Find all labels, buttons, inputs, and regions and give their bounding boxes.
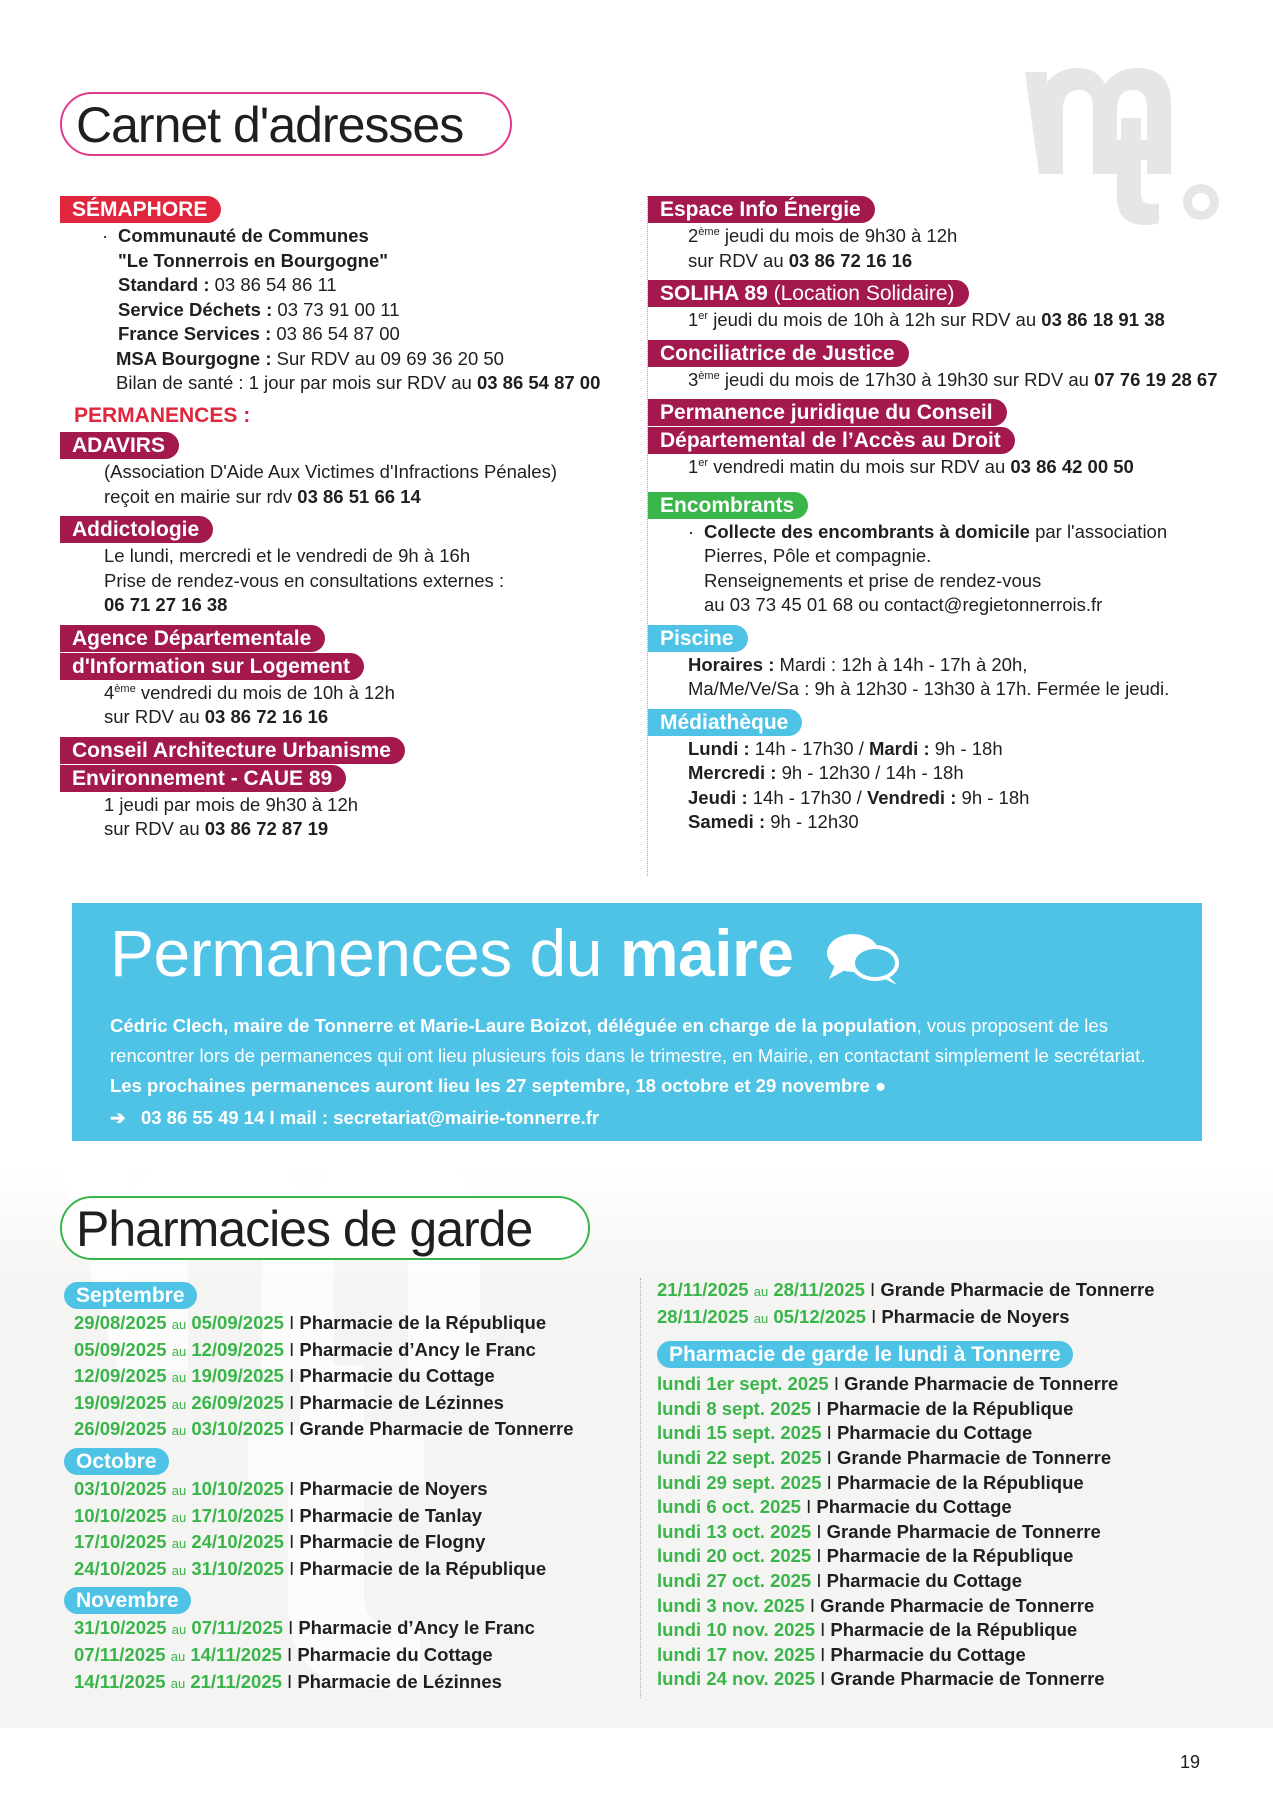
pharmacy-name: Pharmacie de Lézinnes [299, 1391, 504, 1413]
carnet-title [60, 92, 512, 156]
org-line1: Communauté de Communes [118, 225, 369, 246]
juridique-tag-line2: Départemental de l’Accès au Droit [648, 427, 1015, 454]
date-from: 10/10/2025 [74, 1504, 167, 1526]
month-rows [60, 1311, 640, 1444]
lundi-row [657, 1618, 1260, 1643]
lundi-date: lundi 13 oct. 2025 [657, 1520, 812, 1542]
energie-phone: 03 86 72 16 16 [788, 249, 913, 271]
separator: I [826, 1446, 832, 1468]
pharmacy-name: Pharmacie de Tanlay [299, 1504, 483, 1526]
carnet-left-column [60, 196, 640, 849]
separator: I [289, 1312, 295, 1333]
semaphore-tag: SÉMAPHORE [60, 196, 221, 223]
date-to: 07/11/2025 [191, 1617, 283, 1639]
date-to: 19/09/2025 [191, 1365, 284, 1387]
maire-end-dot: ● [874, 1075, 887, 1096]
month-novembre [60, 1585, 640, 1696]
lundi-row [657, 1544, 1260, 1569]
caue-line2: sur RDV au [104, 818, 200, 839]
lundi-row [657, 1594, 1260, 1619]
date-from: 21/11/2025 [657, 1279, 749, 1300]
vendredi-label: Vendredi : [866, 786, 957, 808]
date-to: 28/11/2025 [773, 1279, 865, 1300]
lundi-row [657, 1421, 1260, 1446]
au-word: au [753, 1310, 769, 1326]
page-number: 19 [1180, 1752, 1201, 1772]
energie-line2: sur RDV au [688, 249, 784, 271]
lundi-label: Lundi : [688, 737, 750, 759]
month-label: Septembre [64, 1282, 197, 1309]
date-to: 14/11/2025 [190, 1643, 282, 1665]
mercredi-label: Mercredi : [688, 762, 777, 783]
mediatheque-tag: Médiathèque [648, 709, 802, 736]
encombrants-bold: Collecte des encombrants à domicile [704, 520, 1030, 542]
date-to: 17/10/2025 [191, 1504, 284, 1526]
energie-sup: ème [698, 225, 720, 238]
au-word: au [171, 1482, 187, 1498]
energie-block [648, 196, 1257, 273]
separator: I [826, 1471, 832, 1493]
adil-block [60, 625, 640, 730]
adavirs-phone: 03 86 51 66 14 [297, 485, 421, 507]
pharmacy-name: Grande Pharmacie de Tonnerre [830, 1668, 1105, 1690]
separator: I [288, 1617, 294, 1639]
date-to: 12/09/2025 [191, 1338, 284, 1360]
month-septembre [60, 1280, 640, 1444]
encombrants-tag: Encombrants [648, 492, 808, 519]
pharmacy-row [60, 1364, 640, 1391]
lundi-row [657, 1446, 1260, 1471]
pharmacy-name: Pharmacie du Cottage [830, 1643, 1026, 1665]
separator: I [289, 1557, 295, 1579]
carnet-title-text: Carnet d'adresses [76, 97, 464, 153]
lundi-value: 14h - 17h30 / [754, 737, 864, 759]
jeudi-value: 14h - 17h30 / [752, 786, 862, 808]
pharmacy-row [657, 1305, 1260, 1332]
pharmacy-name: Pharmacie de la République [826, 1397, 1074, 1419]
separator: I [820, 1668, 826, 1690]
pharmacy-name: Pharmacie de Noyers [299, 1477, 488, 1499]
piscine-line2: Ma/Me/Ve/Sa : 9h à 12h30 - 13h30 à 17h. Fermée le jeudi. [688, 678, 1170, 699]
pharmacies-title [60, 1196, 590, 1260]
au-word: au [171, 1622, 187, 1638]
bullet: · [688, 520, 695, 542]
caue-tag-line2: Environnement - CAUE 89 [60, 765, 346, 792]
maire-text: , vous proposent de les rencontrer lors de permanences qui ont lieu plusieurs fois dans le trimestre, en Mairie, en contactant simplement le secrétariat. [110, 1015, 1146, 1066]
encombrants-block [648, 492, 1257, 618]
date-from: 03/10/2025 [74, 1477, 167, 1499]
separator: I [816, 1520, 822, 1542]
encombrants-line4: au 03 73 45 01 68 ou contact@regietonnerrois.fr [704, 594, 1103, 615]
separator: I [870, 1279, 876, 1300]
au-word: au [171, 1396, 187, 1412]
date-to: 21/11/2025 [190, 1670, 282, 1692]
maire-banner [72, 903, 1202, 1141]
france-services-value: 03 86 54 87 00 [276, 323, 400, 344]
pharmacy-row [60, 1477, 640, 1504]
lundi-row [657, 1495, 1260, 1520]
pharmacy-name: Pharmacie de la République [836, 1471, 1084, 1493]
maire-title-bold: maire [619, 916, 794, 990]
month-octobre [60, 1446, 640, 1583]
au-word: au [171, 1370, 187, 1386]
pharmacy-name: Pharmacie de Flogny [299, 1531, 486, 1553]
lundi-date: lundi 20 oct. 2025 [657, 1545, 812, 1567]
pharmacy-name: Pharmacie du Cottage [826, 1569, 1022, 1591]
pharmacy-name: Grande Pharmacie de Tonnerre [820, 1594, 1095, 1616]
separator: I [820, 1643, 826, 1665]
separator: I [289, 1418, 295, 1440]
lundi-heading: Pharmacie de garde le lundi à Tonnerre [657, 1341, 1073, 1368]
date-to: 26/09/2025 [191, 1391, 284, 1413]
msa-value: Sur RDV au 09 69 36 20 50 [276, 347, 504, 369]
adil-num: 4 [104, 681, 115, 703]
separator: I [289, 1338, 295, 1360]
lundi-date: lundi 27 oct. 2025 [657, 1569, 812, 1591]
lundi-date: lundi 17 nov. 2025 [657, 1643, 815, 1665]
maire-title-light: Permanences du [110, 916, 602, 990]
chat-bubbles-icon [825, 931, 901, 987]
date-from: 05/09/2025 [74, 1338, 167, 1360]
lundi-date: lundi 29 sept. 2025 [657, 1471, 822, 1493]
pharmacy-name: Pharmacie de la République [299, 1557, 547, 1579]
separator: I [289, 1504, 295, 1526]
samedi-label: Samedi : [688, 811, 766, 832]
date-to: 10/10/2025 [191, 1477, 284, 1499]
adil-tag-line1: Agence Départementale [60, 625, 325, 652]
concil-phone: 07 76 19 28 67 [1094, 368, 1218, 390]
standard-label: Standard : [118, 274, 210, 295]
addictologie-block [60, 516, 640, 618]
separator: I [289, 1531, 295, 1553]
concil-sup: ème [698, 369, 720, 382]
soliha-phone: 03 86 18 91 38 [1041, 309, 1165, 330]
adavirs-line1: (Association D'Aide Aux Victimes d'Infractions Pénales) [104, 461, 557, 482]
standard-value: 03 86 54 86 11 [214, 274, 337, 295]
dechets-label: Service Déchets : [118, 298, 273, 320]
separator: I [833, 1373, 839, 1395]
pharmacy-name: Pharmacie du Cottage [816, 1496, 1012, 1518]
lundi-date: lundi 24 nov. 2025 [657, 1668, 815, 1690]
conciliatrice-block [648, 340, 1257, 393]
lundi-date: lundi 22 sept. 2025 [657, 1446, 822, 1468]
juridique-phone: 03 86 42 00 50 [1010, 456, 1134, 477]
date-from: 19/09/2025 [74, 1391, 167, 1413]
date-from: 12/09/2025 [74, 1365, 167, 1387]
encombrants-line1-rest: par l'association [1035, 520, 1168, 542]
maire-description [110, 1011, 1164, 1101]
month-rows [60, 1477, 640, 1583]
separator: I [816, 1545, 822, 1567]
addicto-phone: 06 71 27 16 38 [104, 594, 228, 615]
mercredi-value: 9h - 12h30 / 14h - 18h [781, 762, 964, 783]
adil-line1: vendredi du mois de 10h à 12h [140, 681, 395, 703]
juridique-num: 1 [688, 456, 699, 477]
juridique-sup: er [698, 456, 709, 469]
continued-rows [657, 1278, 1260, 1331]
lundi-date: lundi 1er sept. 2025 [657, 1373, 829, 1395]
maire-dates: Les prochaines permanences auront lieu les 27 septembre, 18 octobre et 29 novembre [110, 1075, 870, 1096]
encombrants-line3: Renseignements et prise de rendez-vous [704, 569, 1042, 591]
lundi-row [657, 1372, 1260, 1397]
au-word: au [171, 1343, 187, 1359]
soliha-line1: jeudi du mois de 10h à 12h sur RDV au [713, 309, 1037, 330]
caue-tag-line1: Conseil Architecture Urbanisme [60, 737, 405, 764]
separator: I [809, 1594, 815, 1616]
separator: I [287, 1643, 293, 1665]
separator: I [806, 1496, 812, 1518]
date-from: 24/10/2025 [74, 1557, 167, 1579]
arrow-icon: ➔ [110, 1107, 126, 1128]
separator: I [289, 1477, 295, 1499]
adavirs-tag: ADAVIRS [60, 432, 179, 459]
addictologie-tag: Addictologie [60, 516, 213, 543]
pharmacies-title-text: Pharmacies de garde [76, 1201, 533, 1257]
pharmacy-name: Pharmacie du Cottage [297, 1643, 493, 1665]
pharmacy-name: Grande Pharmacie de Tonnerre [880, 1279, 1155, 1300]
samedi-value: 9h - 12h30 [770, 811, 859, 832]
pharmacy-name: Pharmacie de la République [299, 1312, 547, 1333]
carnet-right-column [647, 196, 1257, 876]
piscine-block [648, 625, 1257, 702]
lundi-row [657, 1569, 1260, 1594]
maire-contact [110, 1107, 1164, 1129]
adavirs-line2: reçoit en mairie sur rdv [104, 485, 293, 507]
addicto-line2: Prise de rendez-vous en consultations externes : [104, 569, 505, 591]
dechets-value: 03 73 91 00 11 [277, 298, 400, 320]
caue-line1: 1 jeudi par mois de 9h30 à 12h [104, 793, 359, 815]
piscine-horaires-label: Horaires : [688, 653, 775, 675]
adil-tag-line2: d'Information sur Logement [60, 653, 364, 680]
soliha-num: 1 [688, 309, 699, 330]
mardi-value: 9h - 18h [934, 737, 1003, 759]
caue-phone: 03 86 72 87 19 [204, 818, 329, 839]
bullet: · [102, 225, 109, 246]
au-word: au [170, 1675, 186, 1691]
date-to: 24/10/2025 [191, 1531, 284, 1553]
soliha-tag-bold: SOLIHA 89 [660, 282, 768, 305]
month-label: Novembre [64, 1587, 191, 1614]
org-line2: "Le Tonnerrois en Bourgogne" [118, 249, 389, 271]
semaphore-block [60, 196, 640, 396]
pharmacy-name: Pharmacie du Cottage [836, 1422, 1033, 1444]
date-from: 17/10/2025 [74, 1531, 167, 1553]
pharmacy-name: Pharmacie d’Ancy le Franc [299, 1338, 536, 1360]
maire-title [110, 913, 1164, 993]
pharmacy-name: Pharmacie de la République [830, 1619, 1078, 1641]
soliha-block [648, 280, 1257, 333]
date-to: 31/10/2025 [191, 1557, 284, 1579]
concil-line1: jeudi du mois de 17h30 à 19h30 sur RDV au [724, 368, 1089, 390]
mardi-label: Mardi : [868, 737, 930, 759]
pharmacy-name: Grande Pharmacie de Tonnerre [844, 1373, 1119, 1395]
pharmacy-row [657, 1278, 1260, 1305]
au-word: au [171, 1562, 187, 1578]
pharmacy-name: Grande Pharmacie de Tonnerre [299, 1418, 574, 1440]
bilan-text: Bilan de santé : 1 jour par mois sur RDV au [116, 372, 472, 393]
adil-line2: sur RDV au [104, 706, 200, 727]
date-from: 14/11/2025 [74, 1670, 166, 1692]
pharmacy-row [60, 1417, 640, 1444]
au-word: au [171, 1536, 187, 1552]
vendredi-value: 9h - 18h [961, 786, 1030, 808]
au-word: au [171, 1317, 187, 1332]
lundi-row [657, 1397, 1260, 1422]
mediatheque-block [648, 709, 1257, 835]
pharmacy-name: Pharmacie de Noyers [881, 1305, 1070, 1327]
pharmacy-name: Pharmacie d’Ancy le Franc [298, 1617, 535, 1639]
separator: I [826, 1422, 832, 1444]
date-from: 26/09/2025 [74, 1418, 167, 1440]
lundi-date: lundi 6 oct. 2025 [657, 1496, 801, 1518]
date-from: 28/11/2025 [657, 1305, 749, 1327]
month-rows [60, 1616, 640, 1696]
soliha-sup: er [698, 309, 709, 322]
pharmacy-row [60, 1504, 640, 1531]
caue-block [60, 737, 640, 842]
pharmacy-row [60, 1338, 640, 1365]
au-word: au [753, 1284, 769, 1299]
pharmacy-name: Pharmacie du Cottage [299, 1365, 495, 1387]
msa-label: MSA Bourgogne : [116, 347, 272, 369]
separator: I [816, 1397, 822, 1419]
lundi-row [657, 1643, 1260, 1668]
separator: I [816, 1569, 822, 1591]
bilan-phone: 03 86 54 87 00 [476, 372, 601, 393]
lundi-row [657, 1667, 1260, 1692]
piscine-tag: Piscine [648, 625, 748, 652]
separator: I [287, 1670, 293, 1692]
energie-line1: jeudi du mois de 9h30 à 12h [724, 225, 958, 246]
pharmacy-name: Grande Pharmacie de Tonnerre [836, 1446, 1112, 1468]
jeudi-label: Jeudi : [688, 786, 748, 808]
pharmacies-right-column [640, 1278, 1260, 1698]
pharmacy-name: Grande Pharmacie de Tonnerre [826, 1520, 1101, 1542]
adavirs-block [60, 432, 640, 509]
date-from: 31/10/2025 [74, 1617, 167, 1639]
month-label: Octobre [64, 1448, 169, 1475]
adil-sup: ème [114, 682, 136, 695]
au-word: au [171, 1509, 187, 1525]
pharmacy-row [60, 1616, 640, 1643]
piscine-line1: Mardi : 12h à 14h - 17h à 20h, [779, 653, 1028, 675]
pharmacies-left-column [60, 1280, 640, 1696]
pharmacy-row [60, 1557, 640, 1584]
lundi-date: lundi 3 nov. 2025 [657, 1594, 805, 1616]
juridique-line1: vendredi matin du mois sur RDV au [713, 456, 1006, 477]
separator: I [289, 1391, 295, 1413]
lundi-date: lundi 8 sept. 2025 [657, 1397, 812, 1419]
separator: I [820, 1619, 826, 1641]
au-word: au [171, 1423, 187, 1439]
soliha-tag [648, 280, 969, 307]
lundi-date: lundi 10 nov. 2025 [657, 1619, 815, 1641]
date-to: 05/09/2025 [191, 1312, 284, 1333]
soliha-tag-light: (Location Solidaire) [773, 282, 955, 305]
france-services-label: France Services : [118, 323, 272, 344]
pharmacy-row [60, 1643, 640, 1670]
maire-bold-intro: Cédric Clech, maire de Tonnerre et Marie-Laure Boizot, déléguée en charge de la population [110, 1015, 917, 1036]
addicto-line1: Le lundi, mercredi et le vendredi de 9h à 16h [104, 545, 471, 566]
juridique-tag-line1: Permanence juridique du Conseil [648, 399, 1007, 426]
lundi-row [657, 1520, 1260, 1545]
energie-tag: Espace Info Énergie [648, 196, 875, 223]
lundi-date: lundi 15 sept. 2025 [657, 1422, 822, 1444]
au-word: au [170, 1648, 186, 1664]
pharmacy-row [60, 1670, 640, 1697]
date-to: 05/12/2025 [773, 1305, 866, 1327]
concil-num: 3 [688, 368, 699, 390]
maire-contact-text: 03 86 55 49 14 I mail : secretariat@mairie-tonnerre.fr [140, 1107, 600, 1128]
pharmacy-row [60, 1530, 640, 1557]
lundi-rows [657, 1372, 1260, 1692]
lundi-row [657, 1471, 1260, 1496]
separator: I [871, 1305, 877, 1327]
date-from: 07/11/2025 [74, 1643, 166, 1665]
energie-num: 2 [688, 225, 699, 246]
encombrants-line2: Pierres, Pôle et compagnie. [704, 545, 932, 566]
pharmacy-row [60, 1311, 640, 1338]
permanences-heading: PERMANENCES : [74, 403, 251, 427]
separator: I [289, 1365, 295, 1387]
juridique-block [648, 399, 1257, 480]
conciliatrice-tag: Conciliatrice de Justice [648, 340, 909, 367]
pharmacy-name: Pharmacie de Lézinnes [297, 1670, 502, 1692]
date-to: 03/10/2025 [191, 1418, 284, 1440]
pharmacy-row [60, 1391, 640, 1418]
pharmacy-name: Pharmacie de la République [826, 1545, 1074, 1567]
date-from: 29/08/2025 [74, 1312, 167, 1333]
adil-phone: 03 86 72 16 16 [204, 706, 329, 727]
